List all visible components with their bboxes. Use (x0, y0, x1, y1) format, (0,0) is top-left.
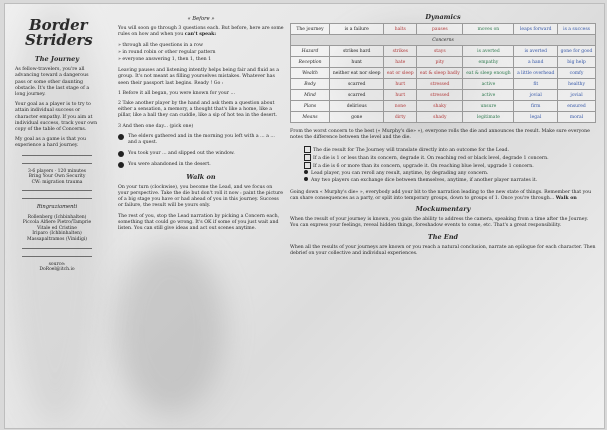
prompt-text: You were abandoned in the desert. (128, 162, 211, 168)
prompt-text: The elders gathered and in the morning you left with a ... a ... and a quest. (128, 133, 275, 146)
question-3: 3 And then one day... (pick one) (118, 123, 194, 129)
table-cell: none (384, 101, 417, 112)
table-cell: is averted (463, 46, 514, 57)
speaking-rules (118, 43, 284, 64)
dynamics-table (290, 23, 596, 123)
before-heading: « Before » (187, 16, 215, 22)
die-rule-text: If a die is 6 or more than its concern, upgrade it. On reaching blue level, upgrade 1 concern. (313, 164, 534, 170)
die-rule-text: If a die is 1 or less than its concern, degrade it. On reaching red or black level, degrade 1 concern. (313, 155, 549, 161)
table-cell: empathy (463, 57, 514, 68)
table-cell: hurt (384, 79, 417, 90)
table-cell: neither eat nor sleep (330, 68, 384, 79)
journey-heading: The Journey (34, 55, 80, 63)
die-rule (304, 154, 596, 162)
meta-line: 3-6 players · 120 minutes (28, 168, 86, 174)
row-label: Reception (291, 57, 330, 68)
right-column (290, 14, 596, 261)
table-cell: healthy (558, 79, 596, 90)
table-cell: unsure (463, 101, 514, 112)
credit-line: Rollenberg (Ichbinhalten) (27, 214, 87, 220)
credit-line: Iriparo (Ichbinhalten) (32, 231, 82, 237)
table-cell: legitimate (463, 112, 514, 123)
table-cell: hunt (330, 57, 384, 68)
table-cell: firm (514, 101, 558, 112)
concerns-label: Concerns (291, 35, 596, 46)
walk-on-text-2: The rest of you, stop the Lead narration by picking a Concern each, something that could go wrong. It's OK if some of you just wait and listen. You can still give ideas and act out scenes anytime. (118, 213, 280, 232)
die-rule (304, 170, 596, 177)
die-rule-text: Lead player, you can reroll any result, anytime, by degrading any concern. (311, 171, 489, 177)
wanderer-silhouette (115, 244, 225, 414)
bullet-icon (118, 151, 124, 157)
die-rule-text: Any two players can exchange dice between themselves, anytime, if another player narrates it. (311, 178, 538, 184)
table-cell: hurt (384, 90, 417, 101)
table-cell: scarred (330, 90, 384, 101)
row-label: Mind (291, 90, 330, 101)
logo-line-1: Border (29, 16, 88, 34)
the-end-text: When all the results of your journeys are known or you reach a natural conclusion, narrate an epilogue for each character. Then debrief on your collective and individual experiences. (290, 244, 596, 257)
table-header-cell: pauses (417, 24, 463, 35)
bullet-icon (118, 134, 124, 140)
before-intro-text: You will soon go through 3 questions each. But before, here are some rules on how and when you (118, 26, 284, 38)
mockumentary-heading: Mockumentary (415, 205, 471, 214)
the-end-heading: The End (427, 232, 459, 241)
dynamics-heading: Dynamics (425, 13, 461, 21)
game-goal-text: My goal as a game is that you experience a hard journey. (15, 137, 86, 149)
die-rule (304, 146, 596, 154)
die-icon (304, 146, 311, 153)
concerns-band (291, 35, 596, 46)
table-cell: gone (330, 112, 384, 123)
prompt-option (118, 151, 284, 157)
before-intro (118, 26, 284, 38)
bullet-icon (304, 177, 308, 181)
rulebook-sheet (4, 3, 605, 429)
table-cell: delirious (330, 101, 384, 112)
table-cell: eat or sleep (384, 68, 417, 79)
table-cell: hate (384, 57, 417, 68)
table-row (291, 79, 596, 90)
journey-text: As fellow-travelers, you're all advancing toward a dangerous pass or some other daunting obstacle. It's the last stage of a long journey. (15, 67, 90, 98)
table-cell: big help (558, 57, 596, 68)
prompt-text: You took your ... and slipped out the window. (128, 151, 235, 157)
table-cell: eat & sleep badly (417, 68, 463, 79)
credits-block (15, 215, 99, 243)
table-cell: shady (417, 112, 463, 123)
die-rule-text: The die result for The Journey will translate directly into an outcome for the Lead. (313, 147, 510, 153)
table-header-row (291, 24, 596, 35)
table-cell: fit (514, 79, 558, 90)
table-cell: active (463, 90, 514, 101)
table-header-cell: halts (384, 24, 417, 35)
credit-line: Vitale ed Cristine (37, 225, 77, 231)
rule-item: » through all the questions in a row (118, 42, 203, 48)
table-cell: is averted (514, 46, 558, 57)
row-label: Body (291, 79, 330, 90)
rule-item: » everyone answering 1, then 1, then 1 (118, 57, 212, 63)
table-cell: a little overhead (514, 68, 558, 79)
table-header-cell: The journey (291, 24, 330, 35)
table-row (291, 112, 596, 123)
die-icon (304, 162, 311, 169)
source-block (15, 262, 99, 273)
table-cell: stays (417, 46, 463, 57)
table-cell: shaky (417, 101, 463, 112)
table-header-cell: leaps forward (514, 24, 558, 35)
walk-on-heading: Walk on (186, 172, 216, 181)
prompt-option (118, 134, 284, 146)
credits-heading: Ringraziamenti (36, 204, 78, 211)
rule-item: » in round robin or other regular pattern (118, 49, 216, 55)
row-label: Plans (291, 101, 330, 112)
table-row (291, 46, 596, 57)
meta-line: Bring Your Own Security (28, 174, 86, 180)
ornament-divider (22, 190, 92, 199)
bullet-icon (118, 162, 124, 168)
table-header-cell: is a success (558, 24, 596, 35)
goal-text: Your goal as a player is to try to attain individual success or character empathy. If you aim at individual success, track your own copy of the table of Concerns. (15, 102, 98, 133)
table-cell: pity (417, 57, 463, 68)
going-down-text (290, 190, 596, 202)
table-cell: moral (558, 112, 596, 123)
source-link[interactable]: DoRoel@itch.io (39, 267, 75, 273)
row-label: Wealth (291, 68, 330, 79)
table-cell: stressed (417, 90, 463, 101)
die-rule (304, 177, 596, 184)
table-cell: jovial (514, 90, 558, 101)
after-table-text: From the worst concern to the best (« Murphy's die» »), everyone rolls the die and announces the result. Make sure everyone notes the difference between the level and the die. (290, 129, 590, 141)
table-header-cell: is a failure (330, 24, 384, 35)
die-rule (304, 162, 596, 170)
table-cell: gone for good (558, 46, 596, 57)
table-cell: comfy (558, 68, 596, 79)
going-down-body: Going down « Murphy's die» », everybody add your bit to the narration leading to the new state of things. Remember that you can share consequences as a party, or split into temporary groups, down to groups of 1. Once you're through... (290, 189, 592, 201)
table-cell: scarred (330, 79, 384, 90)
table-row (291, 90, 596, 101)
table-cell: eat & sleep enough (463, 68, 514, 79)
table-cell: legal (514, 112, 558, 123)
table-cell: active (463, 79, 514, 90)
row-label: Means (291, 112, 330, 123)
table-cell: dirty (384, 112, 417, 123)
table-cell: strikes (384, 46, 417, 57)
walk-on-reference: Walk on (555, 195, 577, 201)
row-label: Hazard (291, 46, 330, 57)
table-cell: strikes hard (330, 46, 384, 57)
left-column (15, 18, 99, 273)
question-1: 1 Before it all began, you were known for your ... (118, 90, 235, 96)
die-icon (304, 154, 311, 161)
meta-block (15, 169, 99, 186)
question-2: 2 Take another player by the hand and ask them a question about either a sensation, a memory, a thought that's like a home, like a pillar, like a ball they can cuddle, like a sip of hot tea in the desert. (118, 101, 278, 119)
table-header-cell: moves on (463, 24, 514, 35)
die-rules (304, 146, 596, 185)
before-listen: Leaving pauses and listening intently helps being fair and fluid as a group. It's not meant as filling yourselves mistakes. Whatever has seen their passport last begins. Ready ! Go : (118, 68, 279, 86)
bullet-icon (304, 170, 308, 174)
walk-on-text-1: On your turn (clockwise), you become the Lead, and we focus on your perspective. Take the die but don't roll it now : paint the picture of a big stage you have or had ahead of you in this journey. Success or failure, the result will be yours only. (118, 184, 284, 209)
table-row (291, 101, 596, 112)
logo-line-2: Striders (25, 31, 93, 49)
prompt-option (118, 162, 284, 168)
middle-column (118, 16, 284, 236)
table-cell: stressed (417, 79, 463, 90)
meta-line: CW: migration trauma (31, 179, 83, 185)
credit-line: Massapaltramos (Vinidigi) (26, 237, 88, 242)
table-cell: ensured (558, 101, 596, 112)
table-row (291, 68, 596, 79)
credit-line: Piccola Alfiere Pietro/Tamprie (22, 220, 92, 226)
cant-speak-label: can't speak: (184, 32, 217, 38)
source-label: source: (48, 261, 66, 267)
table-row (291, 57, 596, 68)
table-cell: jovial (558, 90, 596, 101)
ornament-divider (22, 155, 92, 164)
ornament-divider (22, 248, 92, 257)
table-cell: a hand (514, 57, 558, 68)
mockumentary-text: When the result of your journey is known, you gain the ability to address the camera, speaking from a time after the Journey. You can express your feelings, reveal hidden things, foreshadow events to come, etc. That's a great responsibility. (290, 217, 589, 229)
